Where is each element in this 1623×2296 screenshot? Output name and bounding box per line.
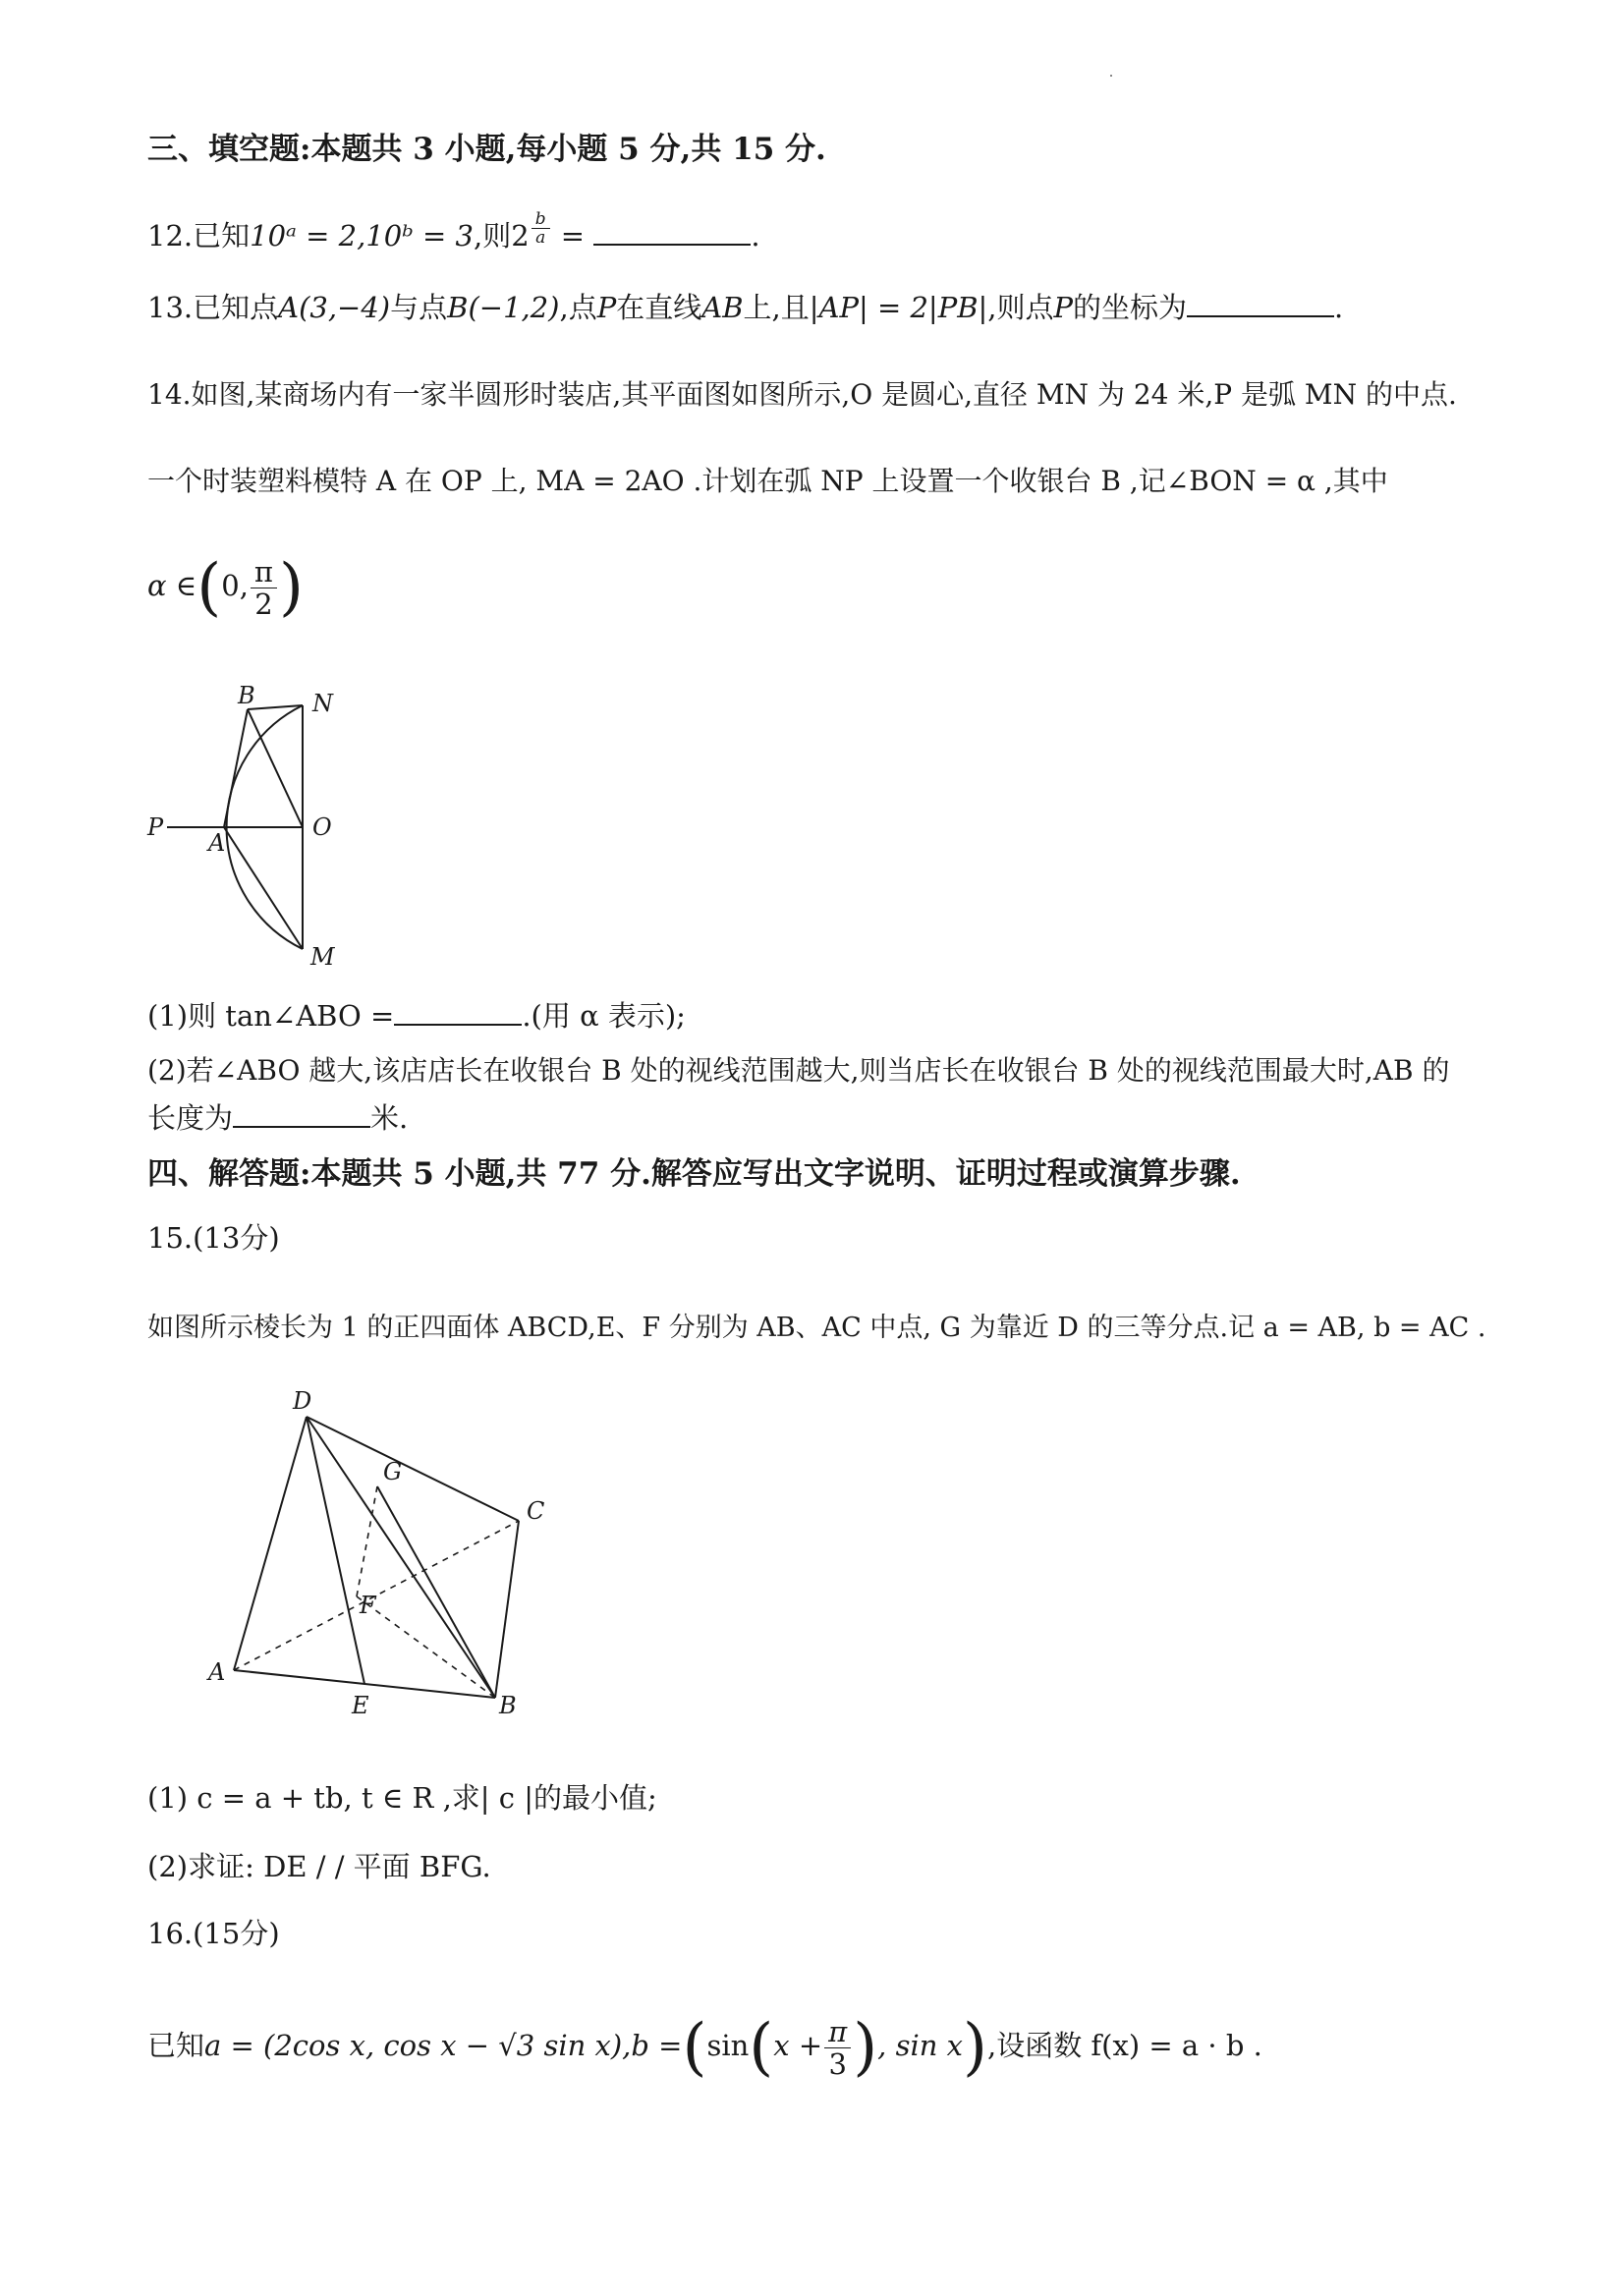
q16-head: 16.(15分) [147,1917,280,1950]
segment-gf-hidden [357,1486,377,1596]
segment-de [307,1417,364,1684]
question-13 [147,288,1343,327]
label-e: E [352,1692,369,1719]
q14-line2: 一个时装塑料模特 A 在 OP 上, MA = 2AO .计划在弧 NP 上设置一个收银台 B ,记∠BON = α ,其中 [147,465,1388,497]
q14-left-paren: ( [196,551,222,624]
q14-sub2-line1: (2)若∠ABO 越大,该店店长在收银台 B 处的视线范围越大,则当店长在收银台 B 处的视线范围最大时,AB 的 [147,1054,1450,1087]
q14-interval-fraction: $\frac{\pi}{2}$ [251,556,277,620]
q14-sub2-line2 [147,1098,408,1138]
edge-cb [495,1521,519,1698]
question-12 [147,210,760,255]
q13-answer-blank [1187,290,1334,317]
q14-line1: 14.如图,某商场内有一家半圆形时装店,其平面图如图所示,O 是圆心,直径 MN 为 24 米,P 是弧 MN 的中点. [147,378,1457,411]
q13-point-b: B(−1,2) [447,291,560,324]
q14-sub2-b: 米. [370,1101,409,1135]
q14-interval [147,546,304,625]
q13-text2: 与点 [390,291,448,324]
label-g: G [383,1458,403,1485]
label-m: M [310,943,335,971]
q14-interval-a: 0, [221,569,249,602]
q14-sub1-blank [394,998,522,1026]
q14-right-paren: ) [278,551,304,624]
q14-sub2-a: 长度为 [147,1101,234,1135]
q15-tetrahedron-figure [196,1385,570,1719]
q14-interval-lhs: α ∈ [147,569,197,602]
q15-sub1: (1) c = a + tb, t ∈ R ,求| c |的最小值; [147,1781,657,1815]
segment-ab [224,709,248,827]
q12-mid: ,则 [474,219,512,252]
q13-p: P [596,291,617,324]
q15-head: 15.(13分) [147,1221,280,1255]
q14-sub1 [147,996,686,1036]
label-b: B [499,1692,517,1719]
q12-eqsign: = [551,219,594,252]
label-n: N [312,690,333,717]
label-o: O [312,813,332,841]
q16-pi-over-3: $\frac{\pi}{3}$ [824,2016,851,2080]
q15-stem: 如图所示棱长为 1 的正四面体 ABCD,E、F 分别为 AB、AC 中点, G 为靠近 D 的三等分点.记 a = AB, b = AC . [147,1313,1486,1343]
q12-exponent: $\frac{b}{a}$ [532,210,550,247]
q13-text1: 13.已知点 [147,291,279,324]
q12-eq: 10ᵃ = 2,10ᵇ = 3 [250,219,475,252]
q16-stem [147,1996,1262,2095]
q13-text5: 上,且 [743,291,810,324]
q14-sub1-a: (1)则 tan∠ABO = [147,999,395,1033]
q16-sin: sin [706,2029,750,2062]
q15-sub2: (2)求证: DE / / 平面 BFG. [147,1850,491,1883]
label-b: B [238,682,255,709]
section-4-title: 四、解答题:本题共 5 小题,共 77 分.解答应写出文字说明、证明过程或演算步骤. [147,1156,1241,1192]
q13-text3: ,点 [559,291,597,324]
q14-semicircle-figure [138,678,354,973]
q16-prefix: 已知 [147,2029,205,2062]
segment-am [224,827,303,949]
q13-vector-eq: |AP| = 2|PB| [809,291,988,324]
q12-end: . [751,219,760,252]
q13-ab: AB [701,291,744,324]
edge-dc [307,1417,519,1521]
q13-text6: ,则点 [987,291,1054,324]
label-f: F [360,1592,376,1619]
segment-gb [377,1486,495,1698]
q16-sin2: , sin x [877,2029,964,2062]
q16-inner: x + [773,2029,823,2062]
q12-base: 2 [511,219,530,252]
q13-p-2: P [1053,291,1074,324]
q13-text4: 在直线 [616,291,702,324]
scan-speck [1110,75,1112,77]
edge-da [234,1417,307,1670]
section-3-title: 三、填空题:本题共 3 小题,每小题 5 分,共 15 分. [147,132,826,167]
label-p: P [147,813,164,841]
label-a: A [208,1658,226,1686]
q13-text7: 的坐标为 [1073,291,1188,324]
q16-outer-right-paren: ) [963,2011,987,2084]
segment-fb-hidden [357,1596,495,1698]
edge-ac-hidden [234,1521,519,1670]
label-a: A [208,829,226,857]
q13-point-a: A(3,−4) [278,291,391,324]
q16-inner-right-paren: ) [853,2011,878,2084]
q12-answer-blank [593,218,751,246]
label-c: C [527,1497,545,1525]
q13-end: . [1334,291,1344,324]
q16-inner-left-paren: ( [749,2011,774,2084]
q16-outer-left-paren: ( [682,2011,707,2084]
q16-vector-b: b = [631,2029,683,2062]
label-d: D [293,1387,312,1415]
q12-prefix: 12.已知 [147,219,251,252]
q16-tail: ,设函数 f(x) = a · b . [987,2029,1262,2062]
q16-vector-a: a = (2cos x, cos x − √3 sin x), [204,2029,632,2062]
q14-sub1-b: .(用 α 表示); [522,999,686,1033]
segment-bo [248,709,303,827]
q14-sub2-blank [233,1100,370,1128]
